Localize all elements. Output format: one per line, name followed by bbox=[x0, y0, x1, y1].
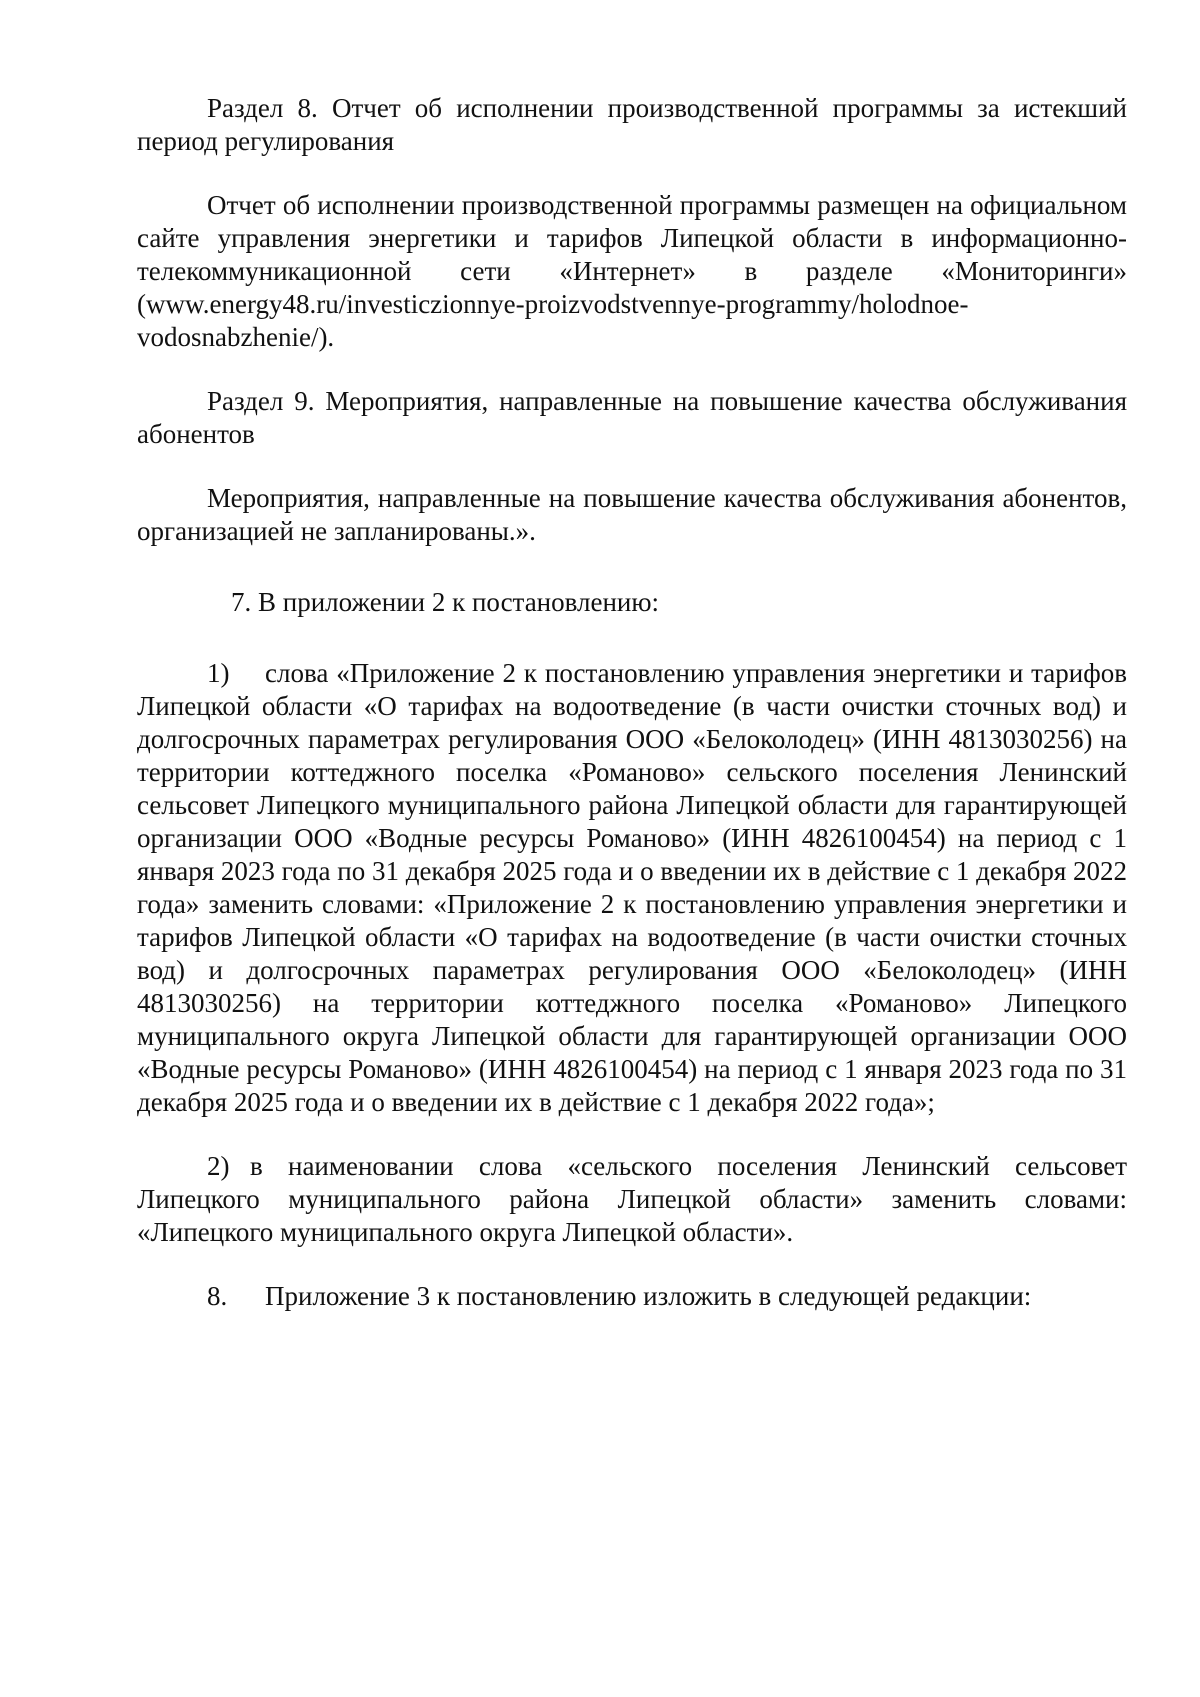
section-9-body: Мероприятия, направленные на повышение качества обслуживания абонентов, организацией не запланированы.». bbox=[137, 483, 1127, 546]
subpoint-2 bbox=[137, 1150, 1127, 1249]
subpoint-1-text: слова «Приложение 2 к постановлению управления энергетики и тарифов Липецкой области «О тарифах на водоотведение (в части очистки сточных вод) и долгосрочных параметрах регулирования ООО «Белоколодец» (ИНН 4813030256) на территории коттеджного поселка «Романово» сельского поселения Ленинский сельсовет Липецкого муниципального района Липецкой области для гарантирующей организации ООО «Водные ресурсы Романово» (ИНН 4826100454) на период с 1 января 2023 года по 31 декабря 2025 года и о введении их в действие с 1 декабря 2022 года» заменить словами: «Приложение 2 к постановлению управления энергетики и тарифов Липецкой области «О тарифах на водоотведение (в части очистки сточных вод) и долгосрочных параметрах регулирования ООО «Белоколодец» (ИНН 4813030256) на территории коттеджного поселка «Романово» Липецкого муниципального округа Липецкой области для гарантирующей организации ООО «Водные ресурсы Романово» (ИНН 4826100454) на период с 1 января 2023 года по 31 декабря 2025 года и о введении их в действие с 1 декабря 2022 года»; bbox=[137, 658, 1127, 1117]
section-8-heading: Раздел 8. Отчет об исполнении производственной программы за истекший период регулирования bbox=[137, 93, 1127, 156]
subpoint-1-number: 1) bbox=[207, 658, 230, 688]
subpoint-1 bbox=[137, 657, 1127, 1119]
point-8 bbox=[137, 1280, 1127, 1313]
section-8-body: Отчет об исполнении производственной программы размещен на официальном сайте управления энергетики и тарифов Липецкой области в информационно-телекоммуникационной сети «Интернет» в разделе «Мониторинги» (www.energy48.ru/investiczionnye-proizvodstvennye-programmy/holodnoe-vodosnabzhenie/). bbox=[137, 190, 1127, 352]
section-9-heading: Раздел 9. Мероприятия, направленные на повышение качества обслуживания абонентов bbox=[137, 386, 1127, 449]
point-7-text: 7. В приложении 2 к постановлению: bbox=[231, 587, 660, 617]
point-8-number: 8. bbox=[207, 1281, 228, 1311]
point-8-text: Приложение 3 к постановлению изложить в следующей редакции: bbox=[265, 1281, 1032, 1311]
document-body bbox=[137, 92, 1127, 1313]
subpoint-2-number: 2) bbox=[207, 1151, 230, 1181]
subpoint-2-text: в наименовании слова «сельского поселения Ленинский сельсовет Липецкого муниципального района Липецкой области» заменить словами: «Липецкого муниципального округа Липецкой области». bbox=[137, 1151, 1127, 1247]
